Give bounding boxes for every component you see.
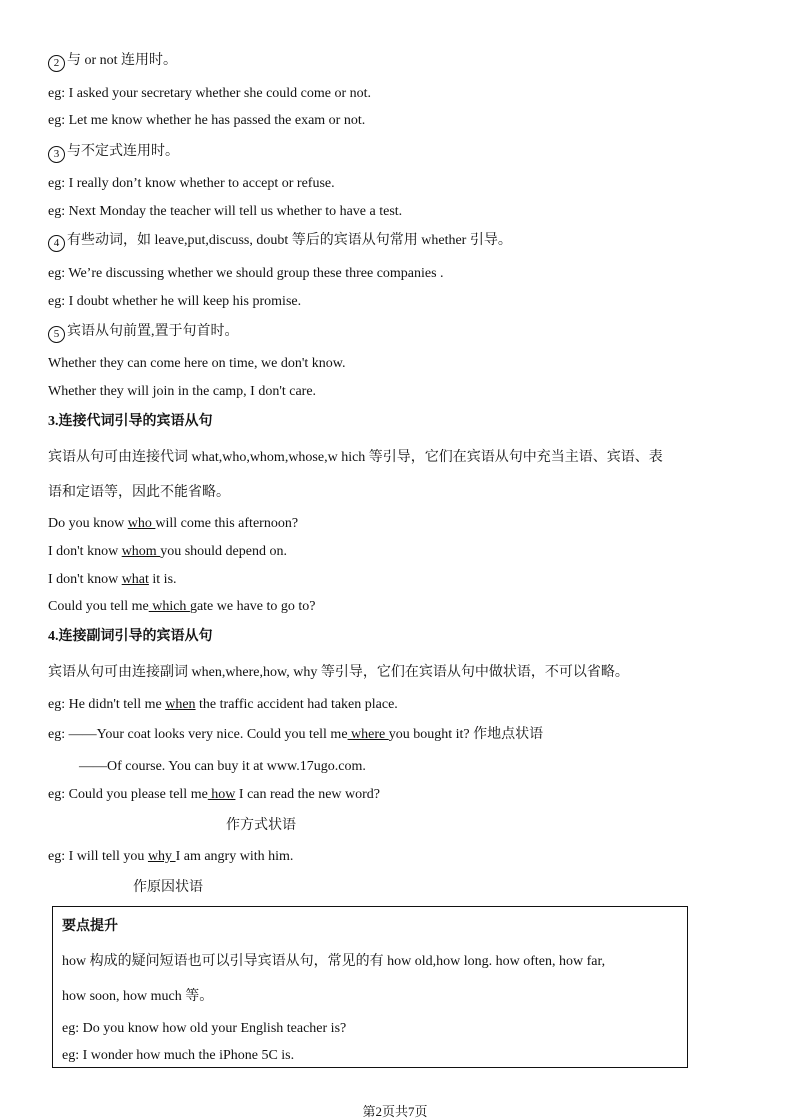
item-3-heading: 3 与不定式连用时。 [48, 143, 179, 163]
circled-number: 4 [48, 235, 65, 252]
example-sentence: eg: Let me know whether he has passed the exam or not. [48, 113, 366, 128]
box-text-line: how 构成的疑问短语也可以引导宾语从句，常见的有 how old,how long. how often, how far, [62, 954, 606, 969]
box-text-line: how soon, how much 等。 [62, 989, 214, 1004]
example-sentence: eg: Do you know how old your English teacher is? [62, 1021, 347, 1036]
example-sentence: Could you tell me which gate we have to go to? [48, 599, 316, 614]
item-4-heading: 4 有些动词，如 leave,put,discuss, doubt 等后的宾语从句常用 whether 引导。 [48, 232, 512, 252]
example-sentence: eg: Could you please tell me how I can read the new word? [48, 787, 381, 802]
circled-number: 3 [48, 146, 65, 163]
example-sentence: eg: I doubt whether he will keep his promise. [48, 294, 302, 309]
example-sentence: Do you know who will come this afternoon? [48, 516, 299, 531]
example-sentence: Whether they can come here on time, we don't know. [48, 356, 346, 371]
example-sentence: eg: He didn't tell me when the traffic accident had taken place. [48, 697, 398, 712]
paragraph-line: 语和定语等，因此不能省略。 [48, 485, 230, 500]
key-points-box [52, 906, 688, 1068]
example-sentence: eg: We’re discussing whether we should group these three companies . [48, 266, 444, 281]
item-5-heading: 5 宾语从句前置,置于句首时。 [48, 323, 239, 343]
example-sentence: eg: I will tell you why I am angry with him. [48, 849, 294, 864]
circled-number: 5 [48, 326, 65, 343]
example-sentence: eg: Next Monday the teacher will tell us whether to have a test. [48, 204, 403, 219]
page-footer: 第2页共7页 [362, 1104, 428, 1119]
annotation-note: 作原因状语 [133, 880, 203, 895]
section-heading: 4.连接副词引导的宾语从句 [48, 629, 213, 644]
example-sentence: eg: I wonder how much the iPhone 5C is. [62, 1048, 295, 1063]
example-sentence: eg: ——Your coat looks very nice. Could you tell me where you bought it? 作地点状语 [48, 727, 544, 742]
example-sentence: ——Of course. You can buy it at www.17ugo.com. [79, 759, 366, 774]
box-title: 要点提升 [62, 919, 118, 934]
paragraph-line: 宾语从句可由连接副词 when,where,how, why 等引导，它们在宾语从句中做状语，不可以省略。 [48, 665, 629, 680]
example-sentence: Whether they will join in the camp, I don't care. [48, 384, 317, 399]
paragraph-line: 宾语从句可由连接代词 what,who,whom,whose,w hich 等引导，它们在宾语从句中充当主语、宾语、表 [48, 450, 663, 465]
circled-number: 2 [48, 55, 65, 72]
example-sentence: eg: I really don’t know whether to accept or refuse. [48, 176, 335, 191]
example-sentence: I don't know what it is. [48, 572, 177, 587]
item-2-heading: 2 与 or not 连用时。 [48, 52, 177, 72]
example-sentence: eg: I asked your secretary whether she could come or not. [48, 86, 372, 101]
annotation-note: 作方式状语 [226, 818, 296, 833]
example-sentence: I don't know whom you should depend on. [48, 544, 287, 559]
section-heading: 3.连接代词引导的宾语从句 [48, 414, 213, 429]
